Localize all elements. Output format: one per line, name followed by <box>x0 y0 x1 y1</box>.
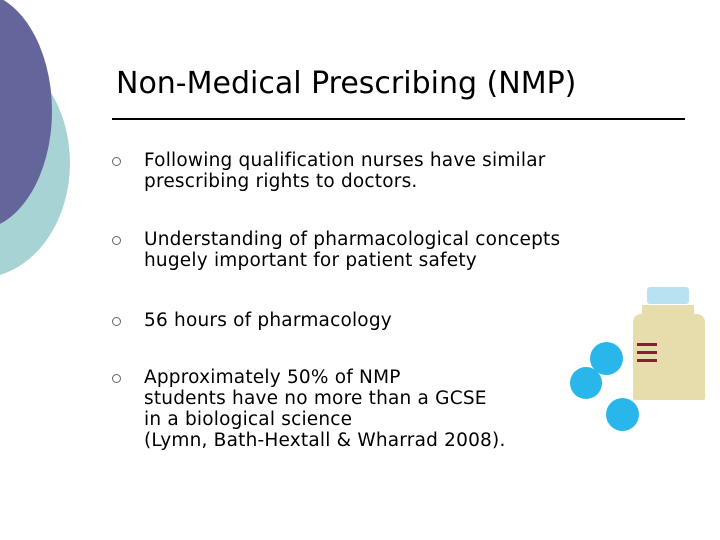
bullet-line: in a biological science <box>144 409 353 430</box>
bullet-text <box>144 229 644 271</box>
bullet-line: Following qualification nurses have similar <box>144 150 546 171</box>
pill-icon <box>606 398 639 431</box>
bottle-label-line <box>637 359 657 362</box>
bottle-cap-icon <box>647 287 689 304</box>
bullet-line: 56 hours of pharmacology <box>144 310 392 331</box>
bullet-line: Understanding of pharmacological concepts <box>144 229 561 250</box>
bullet-line: students have no more than a GCSE <box>144 388 487 409</box>
bottle-label-line <box>637 343 657 346</box>
bullet-icon <box>112 157 121 166</box>
bullet-line: prescribing rights to doctors. <box>144 171 418 192</box>
bullet-line: hugely important for patient safety <box>144 250 477 271</box>
bullet-line: Approximately 50% of NMP <box>144 367 401 388</box>
title-underline <box>112 118 685 120</box>
bullet-icon <box>112 236 121 245</box>
slide-title: Non-Medical Prescribing (NMP) <box>116 66 577 101</box>
bullet-text <box>144 310 644 331</box>
bullet-icon <box>112 317 121 326</box>
bullet-icon <box>112 374 121 383</box>
pill-icon <box>570 367 602 399</box>
bottle-label-line <box>637 351 657 354</box>
bullet-text <box>144 367 644 451</box>
bullet-line: (Lymn, Bath-Hextall & Wharrad 2008). <box>144 430 506 451</box>
bullet-text <box>144 150 644 192</box>
medicine-bottle-icon <box>633 314 705 400</box>
